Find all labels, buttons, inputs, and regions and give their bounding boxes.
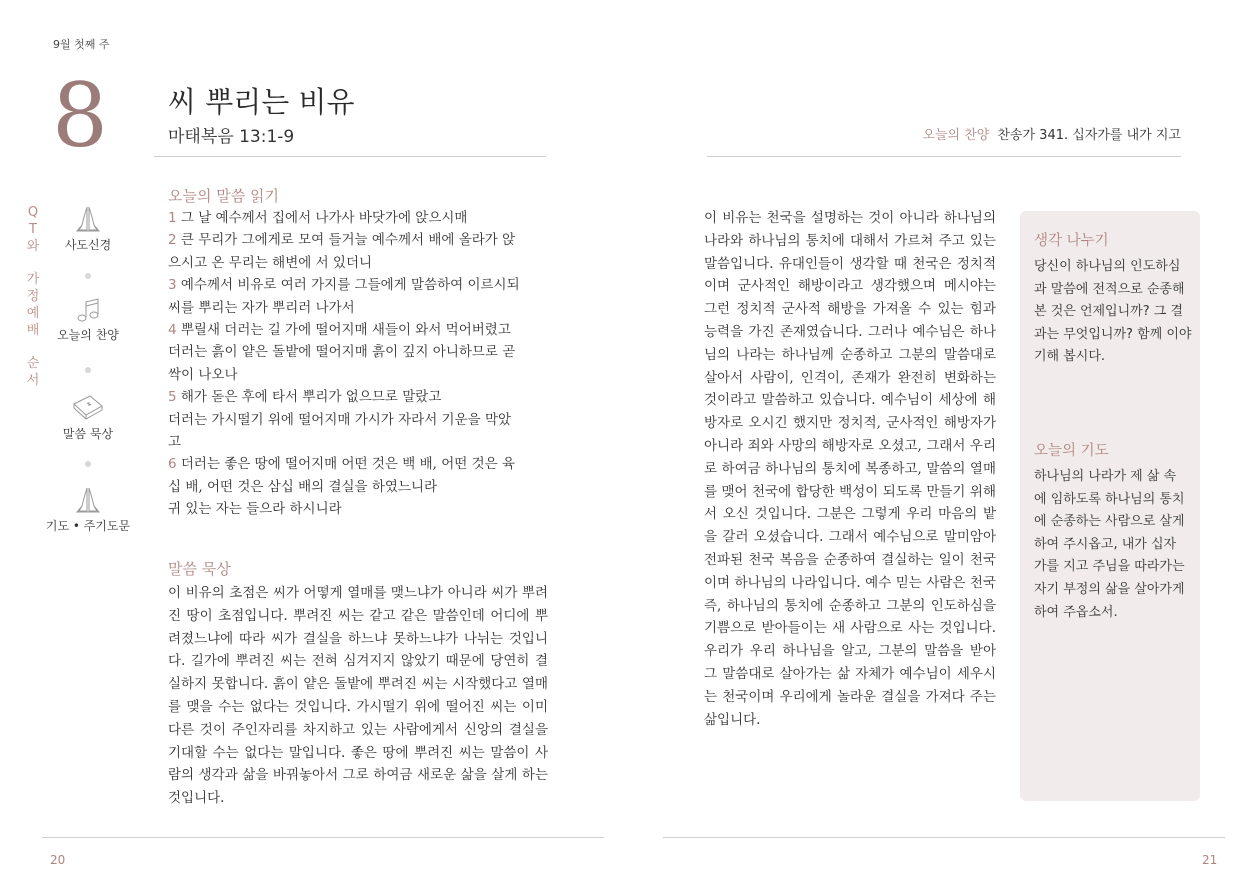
sharing-text: 당신이 하나님의 인도하심과 말씀에 전적으로 순종해본 것은 언제입니까? 그 결과는 무엇입니까? 함께 이야기해 봅시다.	[1034, 259, 1192, 365]
verse-text: 예수께서 비유로 여러 가지를 그들에게 말씀하여 이르시되	[180, 277, 520, 294]
vertical-label-char: 순	[26, 356, 40, 372]
prayer-heading: 오늘의 기도	[1034, 443, 1109, 459]
page-number-right: 21	[1202, 853, 1218, 867]
page-title: 씨 뿌리는 비유	[168, 85, 355, 119]
vertical-label-char: 가	[26, 272, 40, 288]
vertical-label-char	[24, 255, 42, 272]
verse-number: 5	[168, 389, 177, 406]
verse-line	[168, 274, 550, 296]
verse-text: 십 배, 어떤 것은 삼십 배의 결실을 하였느니라	[168, 478, 438, 495]
verse-line	[168, 431, 550, 453]
hymn-title: 찬송가 341. 십자가를 내가 지고	[997, 128, 1181, 143]
verse-text: 싹이 나오나	[168, 366, 238, 383]
scripture-verses	[168, 207, 550, 521]
vertical-label-char: T	[29, 221, 37, 237]
order-dot	[85, 367, 91, 373]
hymn-label: 오늘의 찬양	[922, 128, 990, 143]
verse-text: 더러는 흙이 얕은 돌밭에 떨어지매 흙이 깊지 아니하므로 곧	[168, 344, 516, 361]
order-item-label: 기도 • 주기도문	[45, 519, 131, 533]
verse-text: 고	[168, 434, 182, 451]
verse-number: 4	[168, 322, 177, 339]
verse-text: 씨를 뿌리는 자가 뿌리러 나가서	[168, 299, 355, 316]
verse-line	[168, 229, 550, 251]
verse-line	[168, 319, 550, 341]
verse-text: 그 날 예수께서 집에서 나가사 바닷가에 앉으시매	[180, 210, 468, 226]
order-dot	[85, 273, 91, 279]
order-dot	[85, 461, 91, 467]
prayer-text: 하나님의 나라가 제 삶 속에 임하도록 하나님의 통치에 순종하는 사람으로 살게 하여 주시옵고, 내가 십자가를 지고 주님을 따라가는 자기 부정의 삶을 살아가게 하여 주옵소서.	[1034, 469, 1185, 620]
week-label: 9월 첫째 주	[53, 38, 110, 51]
order-item-label: 오늘의 찬양	[57, 328, 119, 342]
verse-text: 귀 있는 자는 들으라 하시니라	[168, 501, 342, 518]
verse-text: 더러는 가시떨기 위에 떨어지매 가시가 자라서 기운을 막았	[168, 411, 512, 428]
verse-line	[168, 498, 550, 520]
order-item-hymn	[38, 297, 138, 343]
verse-line	[168, 207, 550, 229]
vertical-label-char: 정	[26, 288, 40, 304]
reading-heading: 오늘의 말씀 읽기	[168, 187, 279, 205]
meditation-heading: 말씀 묵상	[168, 560, 231, 578]
sharing-heading: 생각 나누기	[1034, 233, 1109, 249]
verse-text: 큰 무리가 그에게로 모여 들거늘 예수께서 배에 올라가 앉	[180, 232, 516, 249]
verse-number: 2	[168, 232, 177, 249]
verse-text: 뿌릴새 더러는 길 가에 떨어지매 새들이 와서 먹어버렸고	[180, 322, 511, 339]
verse-line	[168, 364, 550, 386]
verse-line	[168, 453, 550, 475]
praying-hands-icon	[73, 205, 103, 233]
vertical-label-char: 배	[26, 322, 40, 338]
order-item-prayer	[38, 486, 138, 534]
verse-line	[168, 409, 550, 431]
vertical-label-char: Q	[27, 205, 39, 220]
praying-hands-icon	[73, 486, 103, 514]
verse-line	[168, 297, 550, 319]
footer-divider-left	[42, 837, 604, 838]
order-item-meditation	[38, 392, 138, 442]
bible-icon	[71, 392, 105, 422]
verse-number: 3	[168, 277, 177, 294]
verse-line	[168, 341, 550, 363]
verse-line	[168, 252, 550, 274]
scripture-reference: 마태복음 13:1-9	[168, 127, 295, 147]
page-number-left: 20	[50, 853, 66, 867]
vertical-label-char: 와	[26, 238, 40, 254]
order-item-apostles-creed	[38, 205, 138, 253]
verse-text: 해가 돋은 후에 타서 뿌리가 없으므로 말랐고	[180, 389, 442, 406]
verse-line	[168, 386, 550, 408]
meditation-text-right: 이 비유는 천국을 설명하는 것이 아니라 하나님의 나라와 하나님의 통치에 대해서 가르쳐 주고 있는 말씀입니다. 유대인들이 생각할 때 천국은 정치적이며 군사적인 해방이라고 생각했으며 메시야는 그런 정치적 군사적 해방을 가져올 수 있는 힘과 능력을 가진 존재였습니다. 그러나 예수님은 하나님의 나라는 하나님께 순종하고 그분의 말씀대로 살아서 사람이, 인격이, 존재가 완전히 변화하는 것이라고 말씀하고 있습니다. 예수님이 세상에 해방자로 오시긴 했지만 정치적, 군사적인 해방자가 아니라 죄와 사망의 해방자로 오셨고, 그래서 우리로 하여금 하나님의 통치에 복종하고, 말씀의 열매를 맺어 천국에 합당한 백성이 되도록 만들기 위해서 오신 것입니다. 그분은 그렇게 우리 마음의 밭을 갈러 오셨습니다. 그래서 예수님으로 말미암아 전파된 천국 복음을 순종하여 결실하는 일이 천국이며 하나님의 나라입니다. 예수 믿는 사람은 천국 즉, 하나님의 통치에 순종하고 그분의 인도하심을 기쁨으로 받아들이는 새 사람으로 사는 것입니다. 우리가 우리 하나님을 알고, 그분의 말씀을 받아 그 말씀대로 살아가는 삶 자체가 예수님이 세우시는 천국이며 우리에게 놀라운 결실을 가져다 주는 삶입니다.	[704, 210, 996, 728]
header-divider-right	[707, 156, 1181, 157]
meditation-text-left: 이 비유의 초점은 씨가 어떻게 열매를 맺느냐가 아니라 씨가 뿌려진 땅이 초점입니다. 뿌려진 씨는 같고 같은 말씀인데 어디에 뿌려졌느냐에 따라 씨가 결실을 하느냐 못하느냐가 나뉘는 것입니다. 길가에 뿌려진 씨는 전혀 심겨지지 않았기 때문에 당연히 결실하지 못합니다. 흙이 얕은 돌밭에 뿌려진 씨는 시작했다고 열매를 맺을 수는 없다는 것입니다. 가시떨기 위에 떨어진 씨는 이미 다른 것이 주인자리를 차지하고 있는 사람에게서 신앙의 결실을 기대할 수는 없다는 말입니다. 좋은 땅에 뿌려진 씨는 말씀이 사람의 생각과 삶을 바꿔놓아서 그로 하여금 새로운 삶을 살게 하는 것입니다.	[168, 585, 548, 807]
order-item-label: 사도신경	[64, 238, 112, 252]
header-divider-left	[154, 156, 546, 157]
order-item-label: 말씀 묵상	[62, 427, 114, 441]
hymn-line	[922, 124, 1181, 143]
day-number: 8	[52, 64, 108, 167]
verse-line	[168, 476, 550, 498]
verse-text: 더러는 좋은 땅에 떨어지매 어떤 것은 백 배, 어떤 것은 육	[180, 456, 515, 473]
vertical-label-char: 서	[26, 372, 40, 388]
verse-number: 1	[168, 210, 177, 226]
vertical-label-char: 예	[26, 305, 40, 321]
verse-number: 6	[168, 456, 177, 473]
footer-divider-right	[663, 837, 1225, 838]
music-note-icon	[73, 297, 103, 323]
verse-text: 으시고 온 무리는 해변에 서 있더니	[168, 254, 373, 271]
